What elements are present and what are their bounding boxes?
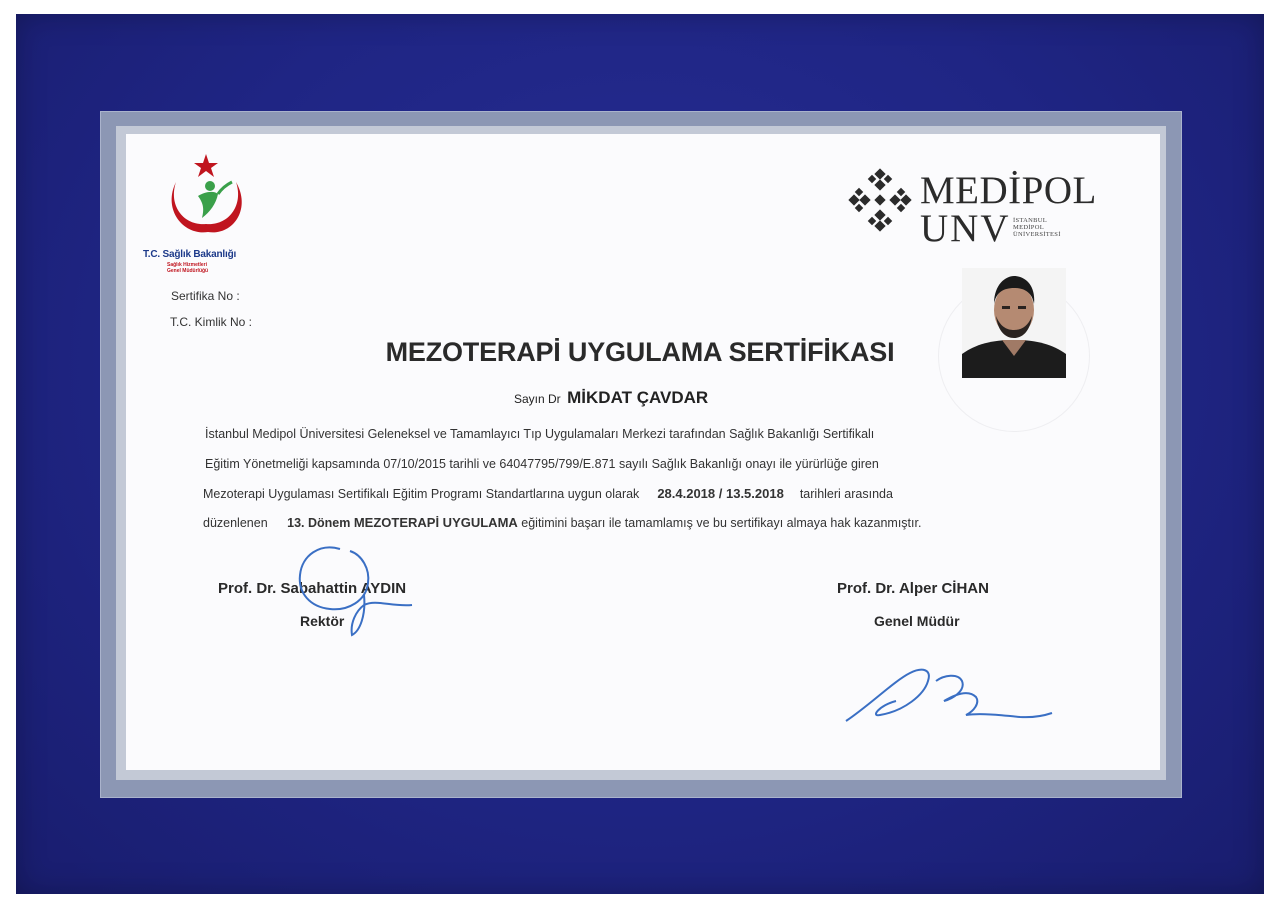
body-line-4-post: eğitimini başarı ile tamamlamış ve bu sertifikayı almaya hak kazanmıştır. <box>521 516 922 530</box>
ministry-subtitle <box>167 262 208 274</box>
university-small-line3: ÜNİVERSİTESİ <box>1013 231 1061 238</box>
university-small-line2: MEDİPOL <box>1013 224 1044 231</box>
ministry-of-health-logo <box>158 152 254 238</box>
body-line-1: İstanbul Medipol Üniversitesi Geleneksel ve Tamamlayıcı Tıp Uygulamaları Merkezi tarafından Sağlık Bakanlığı Sertifikalı <box>205 427 875 441</box>
recipient-line <box>514 388 708 408</box>
university-fullname <box>1013 217 1061 238</box>
body-line-4 <box>203 515 921 530</box>
body-line-4-pre: düzenlenen <box>203 516 268 530</box>
university-name: MEDİPOL <box>920 169 1097 212</box>
ministry-sub-line1: Sağlık Hizmetleri <box>167 262 208 268</box>
body-line-3-post: tarihleri arasında <box>799 487 893 501</box>
star-icon <box>194 154 218 177</box>
signatory-1-name: Prof. Dr. Sabahattin AYDIN <box>218 580 407 597</box>
signatory-1-title: Rektör <box>300 613 345 629</box>
certificate-no-label: Sertifika No : <box>171 289 240 303</box>
term-number: 13. Dönem <box>287 516 351 530</box>
certificate-title: MEZOTERAPİ UYGULAMA SERTİFİKASI <box>385 337 895 367</box>
signatory-2-title: Genel Müdür <box>874 613 960 629</box>
body-line-2: Eğitim Yönetmeliği kapsamında 07/10/2015 tarihli ve 64047795/799/E.871 sayılı Sağlık Bakanlığı onayı ile yürürlüğe giren <box>205 457 879 471</box>
body-line-3 <box>203 486 893 501</box>
body-line-3-pre: Mezoterapi Uygulaması Sertifikalı Eğitim Programı Standartlarına uygun olarak <box>203 487 640 501</box>
signatory-2-name: Prof. Dr. Alper CİHAN <box>837 580 989 597</box>
medipol-logo-icon <box>848 168 912 232</box>
ministry-name: T.C. Sağlık Bakanlığı <box>143 249 237 260</box>
recipient-name: MİKDAT ÇAVDAR <box>567 388 709 407</box>
salutation: Sayın Dr <box>514 392 561 406</box>
tc-id-label: T.C. Kimlik No : <box>170 315 253 329</box>
university-abbr: UNV <box>920 207 1011 250</box>
program-name: MEZOTERAPİ UYGULAMA <box>353 515 518 530</box>
training-dates: 28.4.2018 / 13.5.2018 <box>657 486 784 501</box>
university-small-line1: İSTANBUL <box>1013 217 1048 224</box>
ministry-sub-line2: Genel Müdürlüğü <box>167 268 209 274</box>
